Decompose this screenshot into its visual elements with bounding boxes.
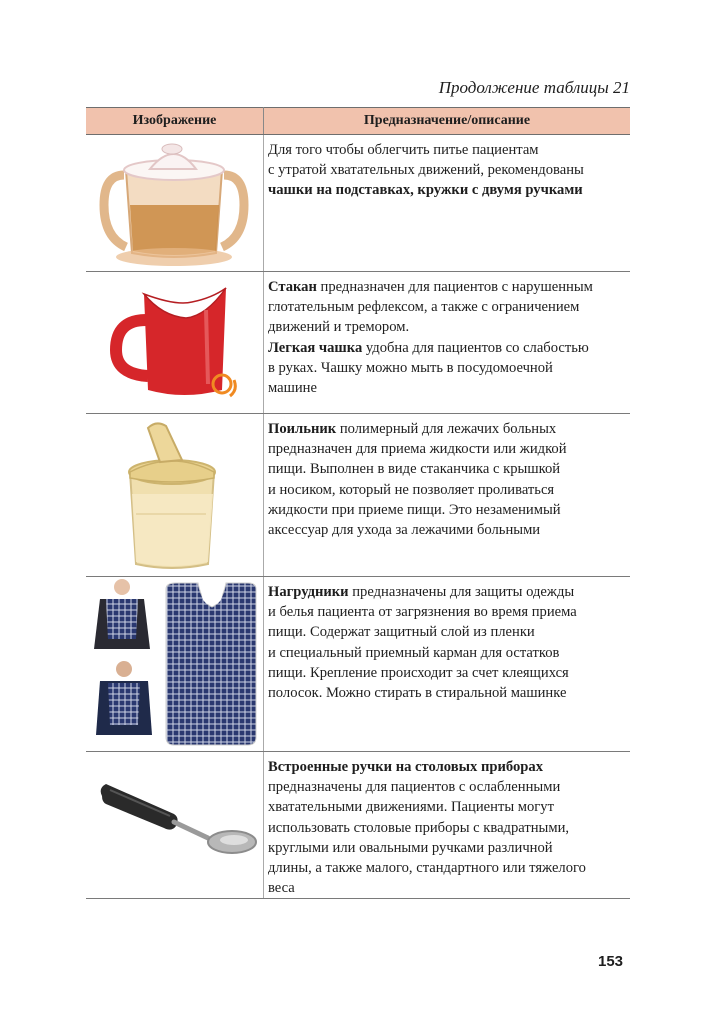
description-line: Для того чтобы облегчить питье пациентам xyxy=(268,142,539,158)
description-line: и белья пациента от загрязнения во время приема xyxy=(268,604,577,621)
description-line: предназначены для пациентов с ослабленными xyxy=(268,779,561,796)
bold-term: Легкая чашка xyxy=(268,339,363,356)
description-line: веса xyxy=(268,880,295,897)
red-cup-image xyxy=(86,272,263,413)
two-handled-cup-image xyxy=(86,135,263,271)
bold-term: Поильник xyxy=(268,421,337,437)
description-line: пищи. Выполнен в виде стаканчика с крышкой xyxy=(268,461,561,478)
description-cell xyxy=(264,135,631,272)
table-continuation-caption: Продолжение таблицы 21 xyxy=(438,78,630,97)
description-line: жидкости при приеме пищи. Это незаменимый xyxy=(268,501,561,518)
equipment-table xyxy=(86,107,630,899)
description-line: с утратой хватательных движений, рекомендованы xyxy=(268,162,584,179)
image-cell xyxy=(86,135,264,272)
description-cell xyxy=(264,272,631,414)
bibs-image xyxy=(86,577,263,751)
description-line: хватательными движениями. Пациенты могут xyxy=(268,799,554,816)
description-text: предназначен для пациентов с нарушенным xyxy=(316,279,593,295)
description-line: и носиком, который не позволяет проливаться xyxy=(268,481,555,498)
description-line: круглыми или овальными ручками различной xyxy=(268,839,553,856)
description-text: предназначены для защиты одежды xyxy=(348,584,575,600)
description-line: длины, а также малого, стандартного или тяжелого xyxy=(268,860,586,877)
image-cell xyxy=(86,272,264,414)
header-description: Предназначение/описание xyxy=(264,108,631,135)
table-row xyxy=(86,135,630,272)
description-line: полосок. Можно стирать в стиральной машинке xyxy=(268,685,567,702)
page-number: 153 xyxy=(598,953,624,970)
bold-term: Стакан xyxy=(268,279,317,295)
table-header-row xyxy=(86,108,630,135)
description-line: глотательным рефлексом, а также с ограничением xyxy=(268,299,580,316)
header-image: Изображение xyxy=(86,108,264,135)
description-line: предназначен для приема жидкости или жидкой xyxy=(268,441,567,458)
description-text: полимерный для лежачих больных xyxy=(336,421,557,437)
description-line: в руках. Чашку можно мыть в посудомоечной xyxy=(268,359,553,376)
image-cell xyxy=(86,752,264,899)
table-row xyxy=(86,752,630,899)
bold-term: Встроенные ручки на столовых приборах xyxy=(268,759,544,775)
description-line: машине xyxy=(268,380,317,397)
description-line: пищи. Крепление происходит за счет клеящихся xyxy=(268,664,569,681)
description-line: и специальный приемный карман для остатков xyxy=(268,644,560,661)
built-up-spoon-image xyxy=(86,752,263,897)
image-cell xyxy=(86,577,264,752)
description-cell xyxy=(264,414,631,577)
table-row xyxy=(86,414,630,577)
bold-term: Нагрудники xyxy=(268,584,349,600)
description-text: удобна для пациентов со слабостью xyxy=(362,339,589,356)
image-cell xyxy=(86,414,264,577)
description-line: пищи. Содержат защитный слой из пленки xyxy=(268,624,535,641)
sippy-cup-image xyxy=(86,414,263,576)
table-row xyxy=(86,272,630,414)
description-line: аксессуар для ухода за лежачими больными xyxy=(268,522,541,539)
description-cell xyxy=(264,577,631,752)
description-cell xyxy=(264,752,631,899)
description-line: использовать столовые приборы с квадратными, xyxy=(268,819,570,836)
bold-term: чашки на подставках, кружки с двумя ручками xyxy=(268,182,583,199)
description-line: движений и тремором. xyxy=(268,319,410,336)
table-row xyxy=(86,577,630,752)
